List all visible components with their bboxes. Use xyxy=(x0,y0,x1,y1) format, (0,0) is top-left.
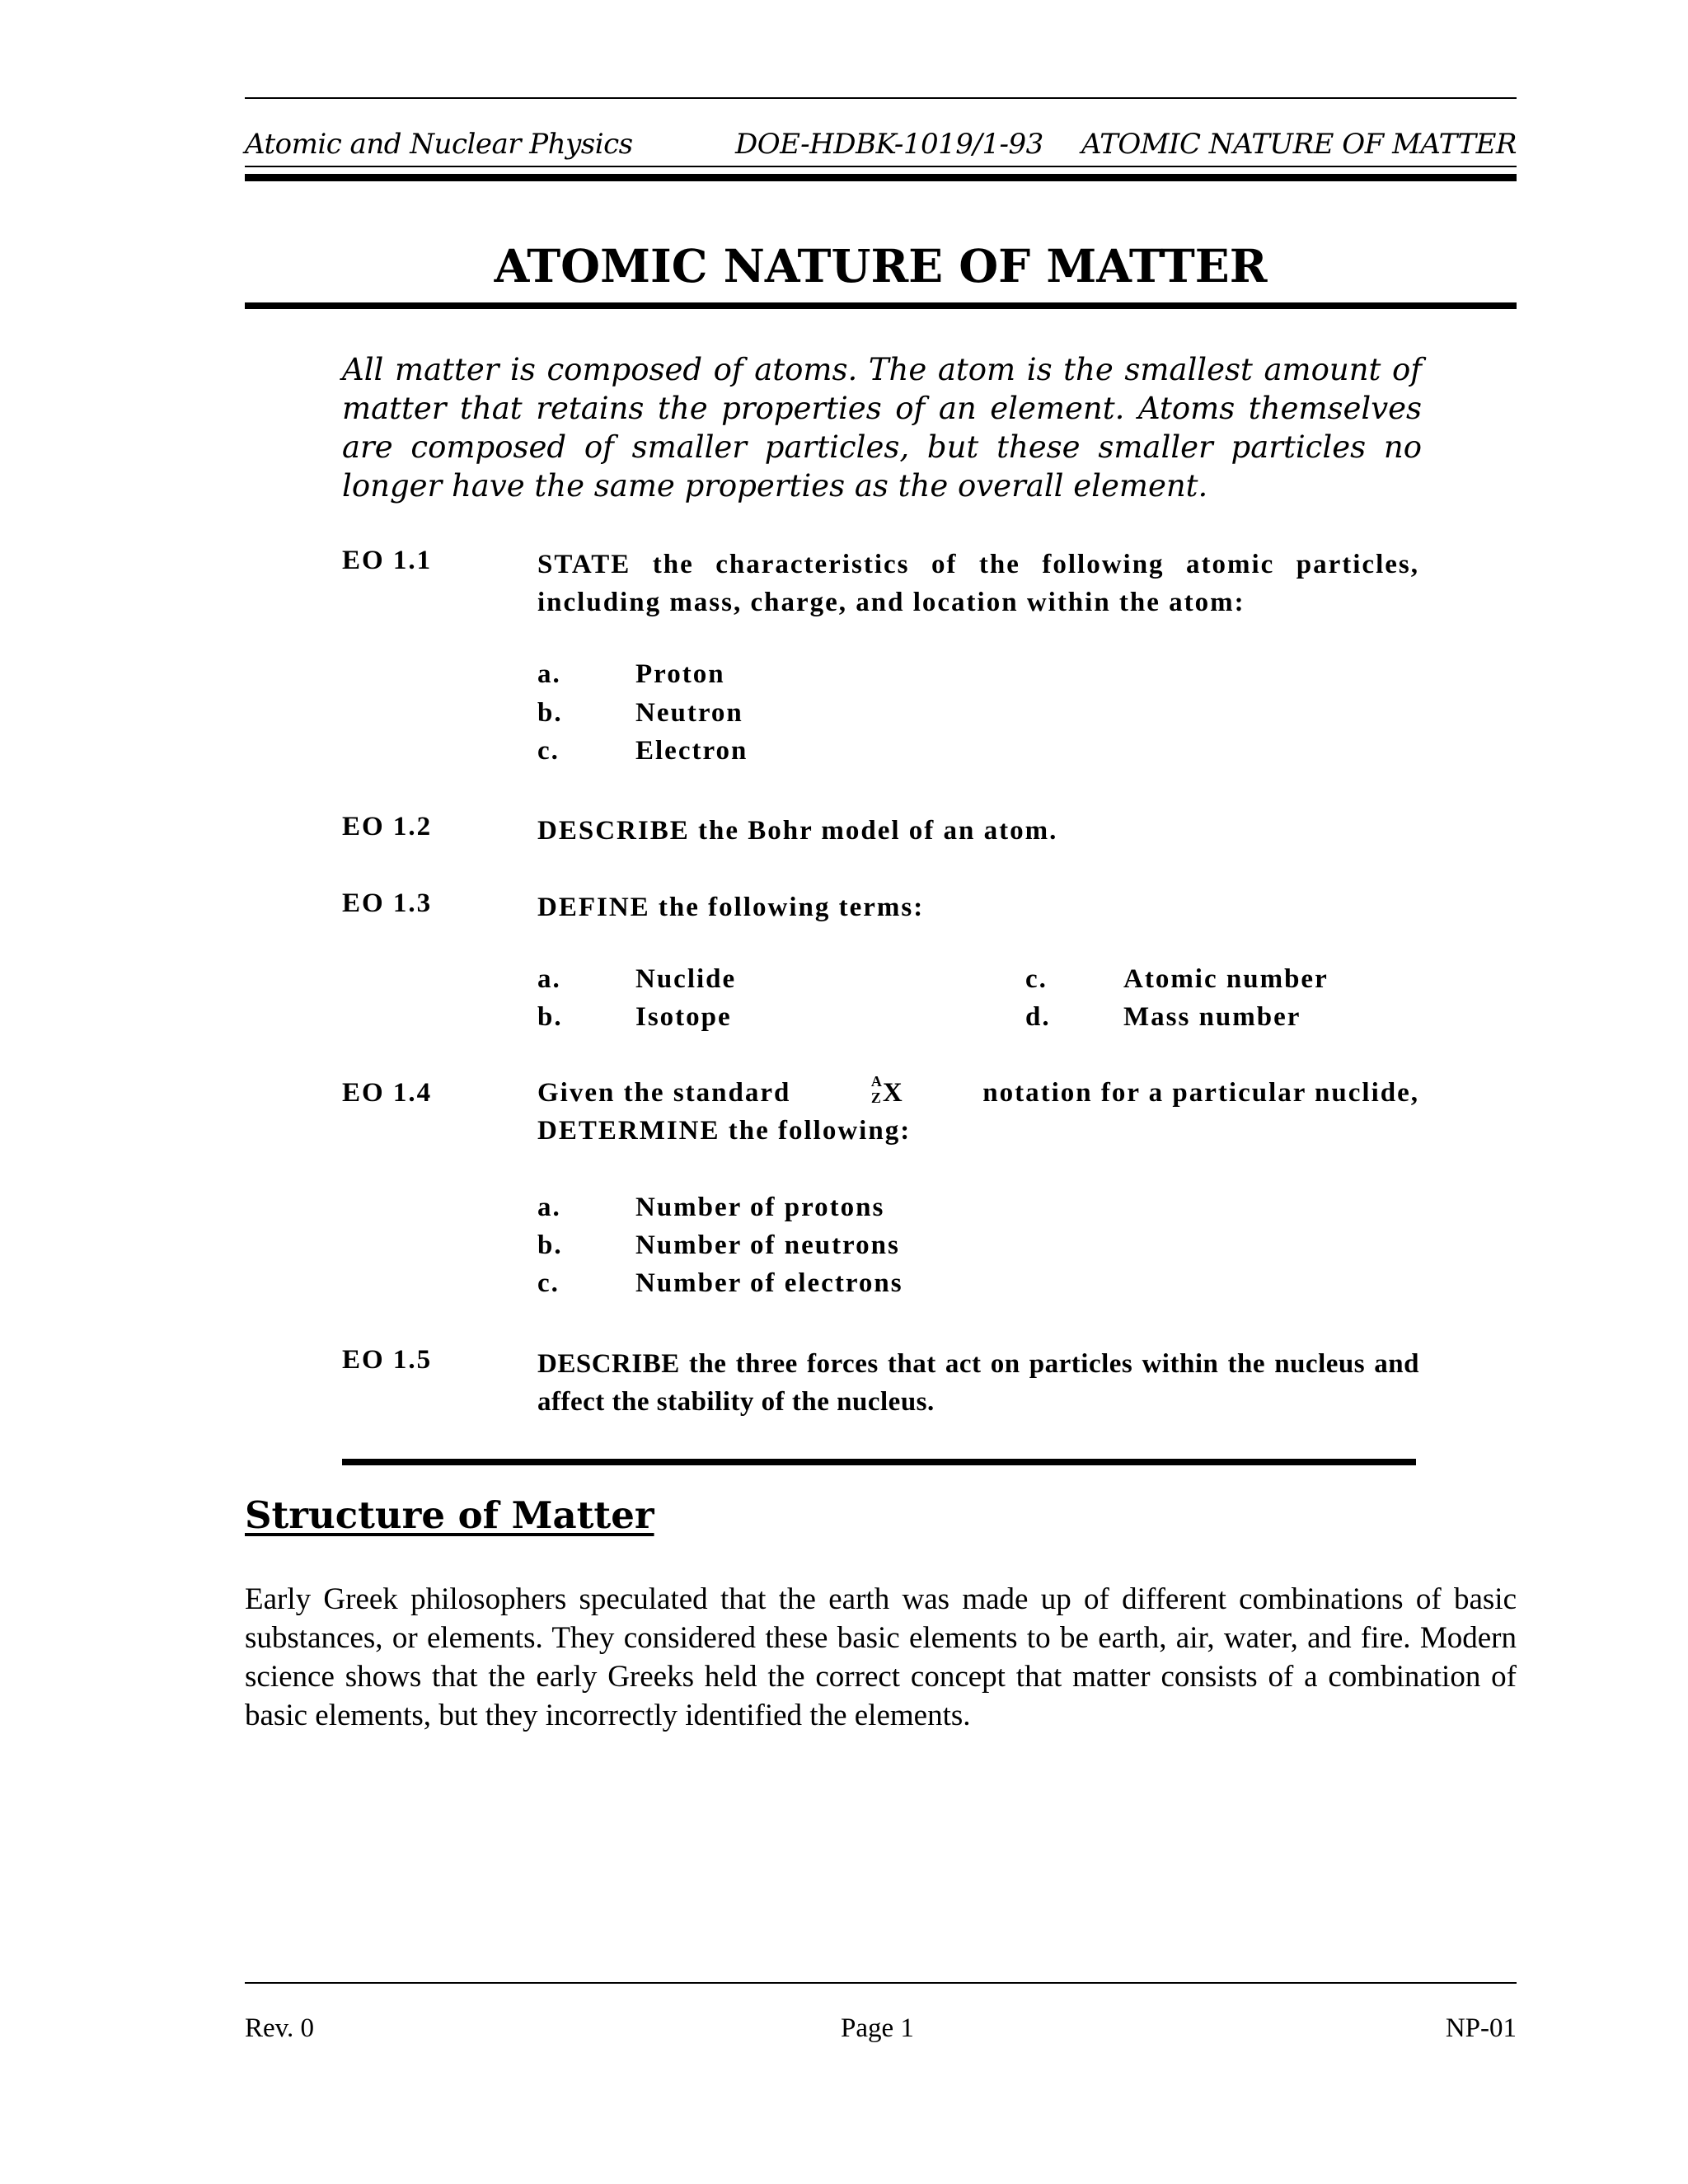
header-top-rule xyxy=(245,97,1517,99)
footer-page-number: Page 1 xyxy=(841,2013,914,2043)
eo-1-3-item: Nuclide xyxy=(635,964,737,994)
element-symbol: X xyxy=(882,1078,904,1108)
section-heading: Structure of Matter xyxy=(245,1493,654,1537)
eo-1-4-word: Given the standard xyxy=(537,1078,791,1108)
eo-1-2-label: EO 1.2 xyxy=(342,812,433,841)
eo-1-3-item-letter: b. xyxy=(537,1002,563,1032)
section-body: Early Greek philosophers speculated that the earth was made up of different combinations of basic substances, or elements. They considered these basic elements to be earth, air, water, and fire. Modern science shows that the early Greeks held the correct concept that matter consists of a combination of basic elements, but they incorrectly identified the elements. xyxy=(245,1582,1517,1732)
eo-1-1-text: STATE the characteristics of the following atomic particles, including mass, charge, and location within the atom: xyxy=(537,550,1419,617)
eo-1-3-label: EO 1.3 xyxy=(342,888,433,918)
eo-1-1-item-letter: c. xyxy=(537,736,560,766)
eo-1-2-text: DESCRIBE the Bohr model of an atom. xyxy=(537,816,1058,846)
objectives-end-rule xyxy=(342,1459,1416,1465)
eo-1-3-item: Mass number xyxy=(1123,1002,1301,1032)
eo-1-3-item-letter: c. xyxy=(1025,964,1048,994)
header-right: ATOMIC NATURE OF MATTER xyxy=(1081,128,1517,161)
eo-1-4-item-letter: b. xyxy=(537,1230,563,1260)
header-center: DOE-HDBK-1019/1-93 xyxy=(735,128,1043,161)
mass-number-superscript: A xyxy=(870,1073,882,1090)
eo-1-4-item: Number of neutrons xyxy=(635,1230,900,1260)
eo-1-1-item: Proton xyxy=(635,659,725,689)
eo-1-4-label: EO 1.4 xyxy=(342,1078,433,1108)
eo-1-4-item-letter: a. xyxy=(537,1193,561,1222)
atomic-number-subscript: Z xyxy=(870,1090,881,1106)
eo-1-4-item: Number of protons xyxy=(635,1193,885,1222)
footer-module-code: NP-01 xyxy=(1445,2013,1517,2043)
eo-1-3-item-letter: a. xyxy=(537,964,561,994)
eo-1-4-word: notation for a particular nuclide, xyxy=(982,1078,1419,1108)
eo-1-4-item-letter: c. xyxy=(537,1268,560,1298)
page-title: ATOMIC NATURE OF MATTER xyxy=(494,239,1268,293)
eo-1-3-item-letter: d. xyxy=(1025,1002,1051,1032)
header-bottom-rule-thick xyxy=(245,174,1517,181)
eo-1-1-item-letter: b. xyxy=(537,698,563,728)
eo-1-3-text: DEFINE the following terms: xyxy=(537,893,925,922)
title-rule xyxy=(245,302,1517,309)
eo-1-5-text: DESCRIBE the three forces that act on particles within the nucleus and affect the stability of the nucleus. xyxy=(537,1349,1419,1417)
eo-1-1-item: Neutron xyxy=(635,698,743,728)
nuclide-notation xyxy=(870,1073,904,1108)
eo-1-1-item-letter: a. xyxy=(537,659,561,689)
intro-paragraph: All matter is composed of atoms. The atom is the smallest amount of matter that retains the properties of an element. Atoms themselves are composed of smaller particles, but these smaller particles no longer have the same properties as the overall element. xyxy=(342,352,1422,504)
eo-1-5-label: EO 1.5 xyxy=(342,1345,433,1375)
header-bottom-rule-thin xyxy=(245,166,1517,167)
eo-1-4-text-line1 xyxy=(537,1073,1419,1108)
eo-1-1-item: Electron xyxy=(635,736,748,766)
eo-1-3-item: Isotope xyxy=(635,1002,732,1032)
eo-1-1-label: EO 1.1 xyxy=(342,546,433,575)
eo-1-4-item: Number of electrons xyxy=(635,1268,903,1298)
header-left: Atomic and Nuclear Physics xyxy=(245,128,633,161)
eo-1-3-item: Atomic number xyxy=(1123,964,1329,994)
eo-1-4-text-line2: DETERMINE the following: xyxy=(537,1116,912,1146)
footer-revision: Rev. 0 xyxy=(245,2013,315,2043)
footer-rule xyxy=(245,1982,1517,1984)
